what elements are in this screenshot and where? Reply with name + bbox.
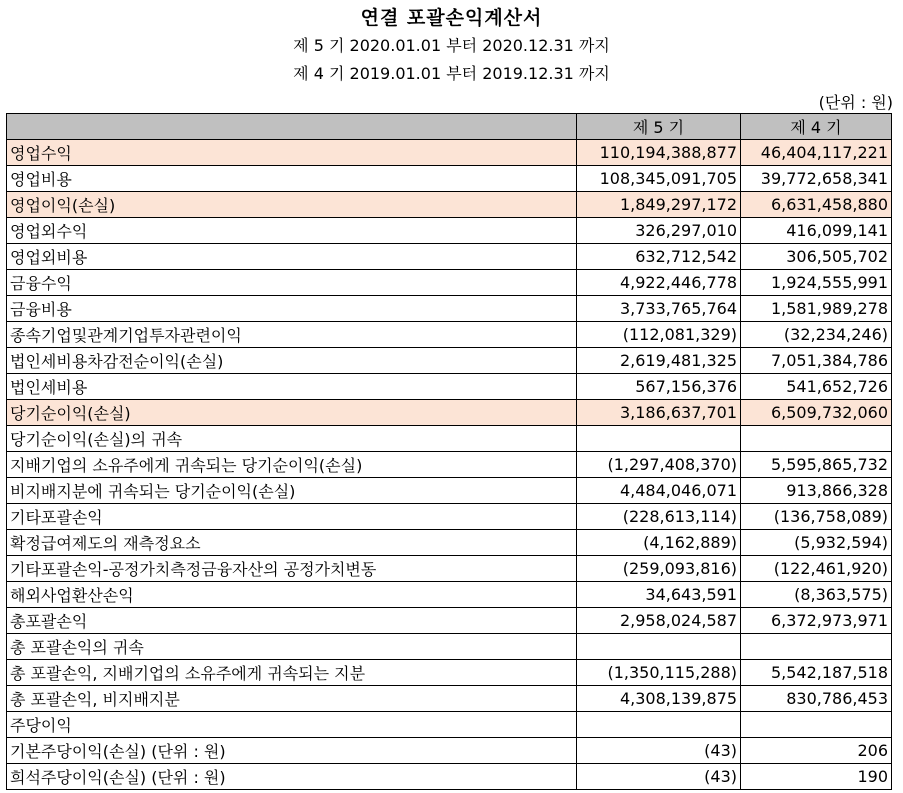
- header-period-4: 제 4 기: [741, 114, 892, 140]
- header-period-5: 제 5 기: [577, 114, 741, 140]
- table-row: [7, 244, 892, 270]
- row-label: 주당이익: [7, 712, 577, 738]
- value-period-4: 830,786,453: [741, 686, 892, 712]
- row-label: 영업외수익: [7, 218, 577, 244]
- value-period-5: 108,345,091,705: [577, 166, 741, 192]
- value-period-4: 913,866,328: [741, 478, 892, 504]
- row-label: 희석주당이익(손실) (단위 : 원): [7, 764, 577, 790]
- table-row: [7, 218, 892, 244]
- value-period-4: 190: [741, 764, 892, 790]
- value-period-4: (122,461,920): [741, 556, 892, 582]
- value-period-5: 4,484,046,071: [577, 478, 741, 504]
- value-period-4: 206: [741, 738, 892, 764]
- row-label: 영업이익(손실): [7, 192, 577, 218]
- row-label: 총 포괄손익, 비지배지분: [7, 686, 577, 712]
- value-period-4: 6,509,732,060: [741, 400, 892, 426]
- value-period-5: (228,613,114): [577, 504, 741, 530]
- value-period-5: (43): [577, 764, 741, 790]
- value-period-5: (1,297,408,370): [577, 452, 741, 478]
- table-row: [7, 192, 892, 218]
- table-row: [7, 504, 892, 530]
- value-period-5: (4,162,889): [577, 530, 741, 556]
- value-period-4: 39,772,658,341: [741, 166, 892, 192]
- table-row: [7, 296, 892, 322]
- table-row: [7, 322, 892, 348]
- table-row: [7, 738, 892, 764]
- row-label: 영업외비용: [7, 244, 577, 270]
- row-label: 총 포괄손익의 귀속: [7, 634, 577, 660]
- value-period-5: (43): [577, 738, 741, 764]
- value-period-5: [577, 634, 741, 660]
- row-label: 당기순이익(손실)의 귀속: [7, 426, 577, 452]
- value-period-5: (112,081,329): [577, 322, 741, 348]
- value-period-4: 416,099,141: [741, 218, 892, 244]
- table-row: [7, 660, 892, 686]
- table-row: [7, 764, 892, 790]
- row-label: 영업비용: [7, 166, 577, 192]
- value-period-4: 541,652,726: [741, 374, 892, 400]
- row-label: 법인세비용차감전순이익(손실): [7, 348, 577, 374]
- table-row: [7, 400, 892, 426]
- row-label: 영업수익: [7, 140, 577, 166]
- row-label: 해외사업환산손익: [7, 582, 577, 608]
- table-row: [7, 270, 892, 296]
- value-period-4: (5,932,594): [741, 530, 892, 556]
- unit-label: (단위 : 원): [818, 93, 893, 112]
- value-period-4: (136,758,089): [741, 504, 892, 530]
- value-period-4: [741, 634, 892, 660]
- row-label: 법인세비용: [7, 374, 577, 400]
- value-period-4: (32,234,246): [741, 322, 892, 348]
- table-row: [7, 374, 892, 400]
- row-label: 확정급여제도의 재측정요소: [7, 530, 577, 556]
- table-row: [7, 530, 892, 556]
- row-label: 기타포괄손익-공정가치측정금융자산의 공정가치변동: [7, 556, 577, 582]
- header-label: [7, 114, 577, 140]
- value-period-5: 4,922,446,778: [577, 270, 741, 296]
- period-current: 제 5 기 2020.01.01 부터 2020.12.31 까지: [293, 36, 610, 55]
- row-label: 기타포괄손익: [7, 504, 577, 530]
- table-row: [7, 556, 892, 582]
- row-label: 종속기업및관계기업투자관련이익: [7, 322, 577, 348]
- value-period-5: 326,297,010: [577, 218, 741, 244]
- table-row: [7, 686, 892, 712]
- value-period-4: (8,363,575): [741, 582, 892, 608]
- value-period-5: 3,186,637,701: [577, 400, 741, 426]
- statement-title: 연결 포괄손익계산서: [360, 7, 543, 29]
- value-period-5: 3,733,765,764: [577, 296, 741, 322]
- table-header-row: [7, 114, 892, 140]
- value-period-5: 4,308,139,875: [577, 686, 741, 712]
- value-period-4: [741, 426, 892, 452]
- value-period-5: 1,849,297,172: [577, 192, 741, 218]
- row-label: 기본주당이익(손실) (단위 : 원): [7, 738, 577, 764]
- table-row: [7, 452, 892, 478]
- income-statement-table: [6, 113, 892, 790]
- value-period-5: [577, 712, 741, 738]
- value-period-4: [741, 712, 892, 738]
- value-period-4: 5,542,187,518: [741, 660, 892, 686]
- value-period-5: 2,619,481,325: [577, 348, 741, 374]
- value-period-5: 110,194,388,877: [577, 140, 741, 166]
- value-period-4: 306,505,702: [741, 244, 892, 270]
- value-period-5: (259,093,816): [577, 556, 741, 582]
- period-prior: 제 4 기 2019.01.01 부터 2019.12.31 까지: [293, 64, 610, 83]
- row-label: 총포괄손익: [7, 608, 577, 634]
- value-period-5: 567,156,376: [577, 374, 741, 400]
- table-row: [7, 426, 892, 452]
- value-period-5: 2,958,024,587: [577, 608, 741, 634]
- row-label: 지배기업의 소유주에게 귀속되는 당기순이익(손실): [7, 452, 577, 478]
- value-period-5: 34,643,591: [577, 582, 741, 608]
- row-label: 비지배지분에 귀속되는 당기순이익(손실): [7, 478, 577, 504]
- value-period-5: [577, 426, 741, 452]
- value-period-4: 1,581,989,278: [741, 296, 892, 322]
- table-row: [7, 582, 892, 608]
- table-row: [7, 348, 892, 374]
- table-row: [7, 478, 892, 504]
- table-row: [7, 140, 892, 166]
- value-period-4: 46,404,117,221: [741, 140, 892, 166]
- row-label: 당기순이익(손실): [7, 400, 577, 426]
- value-period-5: 632,712,542: [577, 244, 741, 270]
- value-period-4: 6,372,973,971: [741, 608, 892, 634]
- value-period-5: (1,350,115,288): [577, 660, 741, 686]
- value-period-4: 1,924,555,991: [741, 270, 892, 296]
- row-label: 총 포괄손익, 지배기업의 소유주에게 귀속되는 지분: [7, 660, 577, 686]
- table-row: [7, 712, 892, 738]
- table-row: [7, 608, 892, 634]
- table-row: [7, 634, 892, 660]
- table-row: [7, 166, 892, 192]
- value-period-4: 6,631,458,880: [741, 192, 892, 218]
- value-period-4: 5,595,865,732: [741, 452, 892, 478]
- row-label: 금융비용: [7, 296, 577, 322]
- row-label: 금융수익: [7, 270, 577, 296]
- table-body: [7, 140, 892, 790]
- value-period-4: 7,051,384,786: [741, 348, 892, 374]
